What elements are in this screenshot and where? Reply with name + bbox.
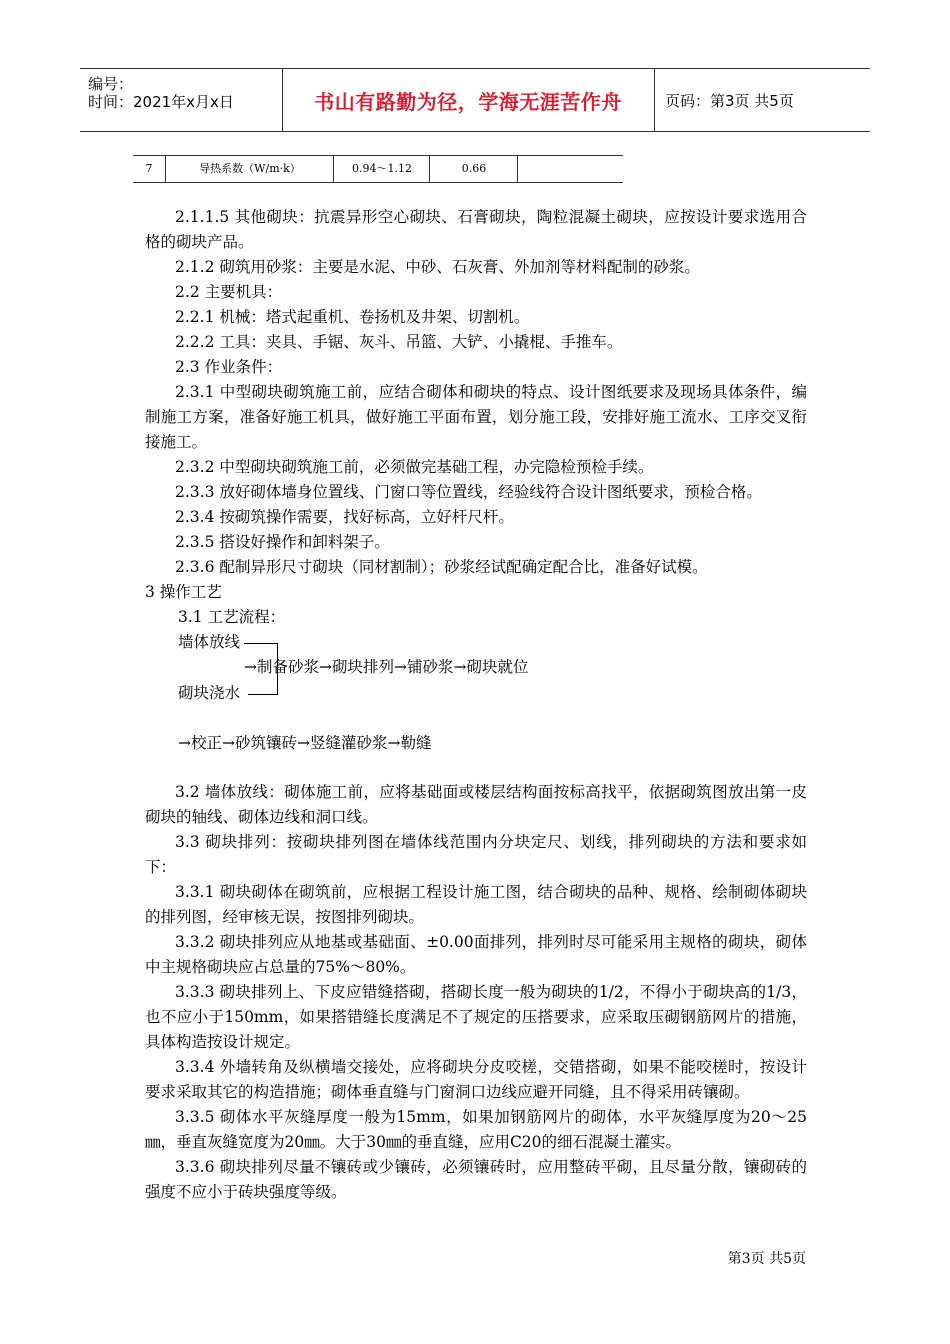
row-value-2: 0.66 — [429, 156, 518, 182]
flow-connector — [248, 694, 278, 695]
header-info — [80, 69, 283, 131]
row-name: 导热系数（W/m·k） — [165, 156, 334, 182]
paragraph: 2.2.1 机械：塔式起重机、卷扬机及井架、切割机。 — [175, 308, 530, 326]
paragraph: 2.2.2 工具：夹具、手锯、灰斗、吊篮、大铲、小撬棍、手推车。 — [175, 333, 623, 351]
row-value-1: 0.94～1.12 — [333, 156, 430, 182]
date-label: 时间：2021年x月x日 — [88, 93, 234, 111]
paragraph: 2.1.2 砌筑用砂浆：主要是水泥、中砂、石灰膏、外加剂等材料配制的砂浆。 — [175, 258, 700, 276]
flow-step-wall-layout: 墙体放线 — [178, 633, 241, 651]
paragraph: 3.3.3 砌块排列上、下皮应错缝搭砌，搭砌长度一般为砌块的1/2，不得小于砌块高的1/3，也不应小于150mm，如果搭错缝长度满足不了规定的压搭要求，应采取压砌钢筋网片的措施，具体构造按设计规定。 — [145, 983, 807, 1051]
paragraph: 2.3.6 配制异形尺寸砌块（同材割制）；砂浆经试配确定配合比，准备好试模。 — [175, 558, 708, 576]
paragraph: 3.3.5 砌体水平灰缝厚度一般为15mm，如果加钢筋网片的砌体，水平灰缝厚度为20～25㎜，垂直灰缝宽度为20㎜。大于30㎜的垂直缝，应用C20的细石混凝土灌实。 — [145, 1108, 807, 1151]
flow-step-chain: →制备砂浆→砌块排列→铺砂浆→砌块就位 — [244, 658, 529, 676]
property-table-row — [133, 155, 623, 183]
page-footer: 第3页 共5页 — [727, 1251, 806, 1267]
paragraph: 3.3.2 砌块排列应从地基或基础面、±0.00面排列，排列时尽可能采用主规格的砌块，砌体中主规格砌块应占总量的75%～80%。 — [145, 933, 807, 976]
number-label: 编号： — [88, 75, 134, 93]
section-heading: 2.2 主要机具： — [175, 283, 283, 301]
paragraph: 3.3.6 砌块排列尽量不镶砖或少镶砖，必须镶砖时，应用整砖平砌，且尽量分散，镶砌砖的强度不应小于砖块强度等级。 — [145, 1158, 807, 1201]
flow-step-block-watering: 砌块浇水 — [178, 684, 241, 702]
paragraph: 2.3.4 按砌筑操作需要，找好标高，立好杆尺杆。 — [175, 508, 514, 526]
paragraph: 2.3.2 中型砌块砌筑施工前，必须做完基础工程，办完隐检预检手续。 — [175, 458, 654, 476]
paragraph: 3.2 墙体放线：砌体施工前，应将基础面或楼层结构面按标高找平，依据砌筑图放出第一皮砌块的轴线、砌体边线和洞口线。 — [145, 783, 807, 826]
paragraph: 3.3.1 砌块砌体在砌筑前，应根据工程设计施工图，结合砌块的品种、规格、绘制砌体砌块的排列图，经审核无误，按图排列砌块。 — [145, 883, 807, 926]
section-heading: 3.1 工艺流程： — [178, 608, 286, 626]
row-index: 7 — [145, 162, 153, 175]
page-indicator: 页码：第3页 共5页 — [665, 91, 794, 110]
motto: 书山有路勤为径，学海无涯苦作舟 — [282, 69, 655, 131]
paragraph: 2.3.1 中型砌块砌筑施工前，应结合砌体和砌块的特点、设计图纸要求及现场具体条件，编制施工方案，准备好施工机具，做好施工平面布置，划分施工段，安排好施工流水、工序交叉衔接施工。 — [145, 383, 807, 451]
paragraph: 3.3.4 外墙转角及纵横墙交接处，应将砌块分皮咬槎，交错搭砌，如果不能咬槎时，按设计要求采取其它的构造措施；砌体垂直缝与门窗洞口边线应避开同缝，且不得采用砖镶砌。 — [145, 1058, 807, 1101]
paragraph: 2.1.1.5 其他砌块：抗震异形空心砌块、石膏砌块，陶粒混凝土砌块，应按设计要求选用合格的砌块产品。 — [145, 208, 807, 251]
row-value-3 — [517, 156, 624, 182]
paragraph: 3.3 砌块排列：按砌块排列图在墙体线范围内分块定尺、划线，排列砌块的方法和要求如下： — [145, 833, 807, 876]
paragraph: 2.3.3 放好砌体墙身位置线、门窗口等位置线，经验线符合设计图纸要求，预检合格。 — [175, 483, 762, 501]
page-header — [80, 68, 870, 132]
flow-step-chain-2: →校正→砂筑镶砖→竖缝灌砂浆→勒缝 — [178, 734, 432, 752]
paragraph: 2.3.5 搭设好操作和卸料架子。 — [175, 533, 390, 551]
section-heading: 3 操作工艺 — [145, 583, 222, 601]
flow-connector — [244, 643, 277, 644]
section-heading: 2.3 作业条件： — [175, 358, 283, 376]
